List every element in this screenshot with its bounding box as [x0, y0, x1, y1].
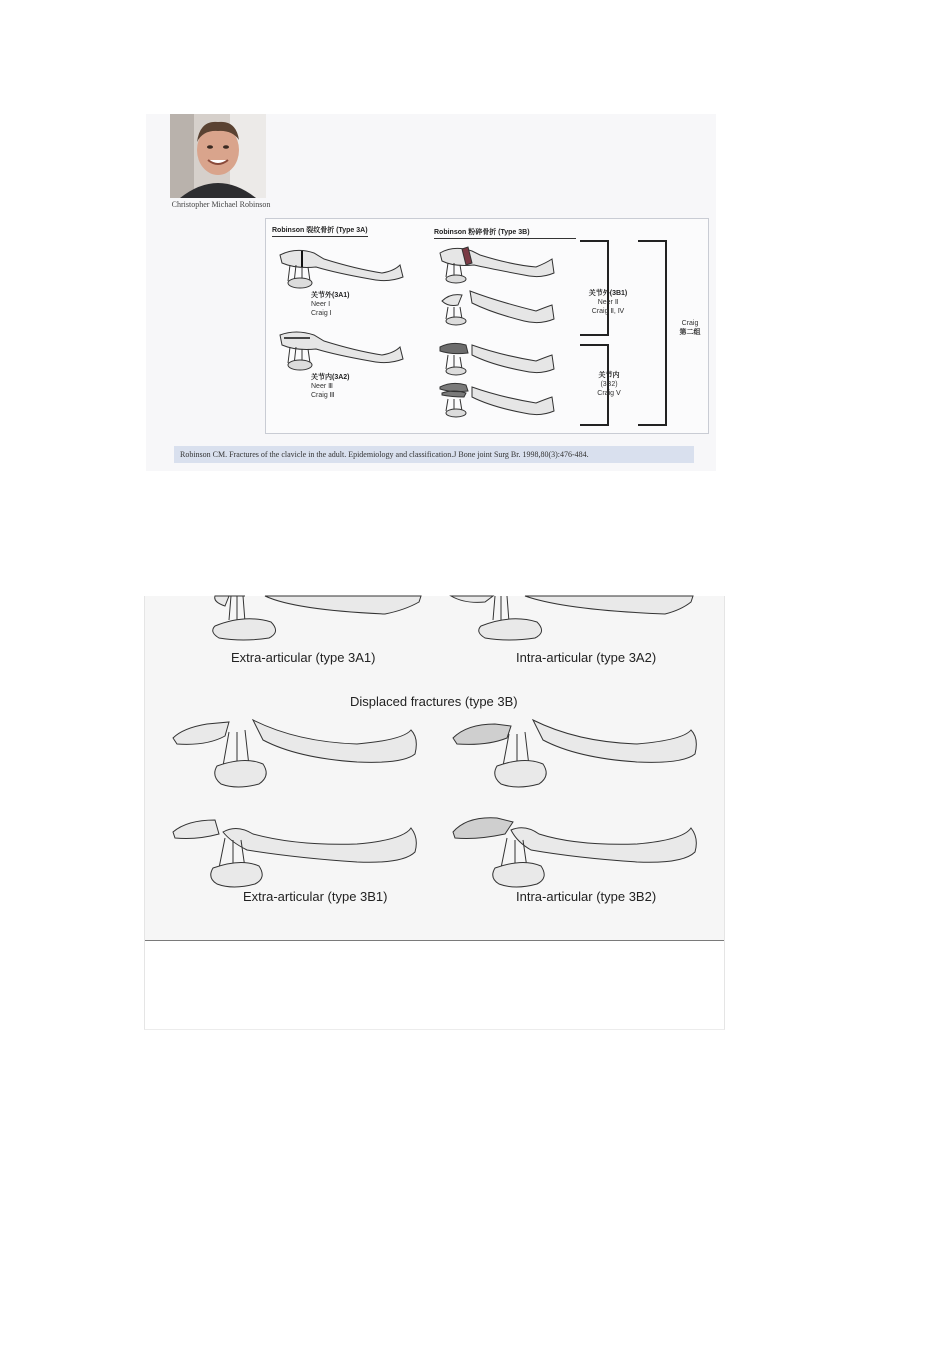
group-3a1-neer: Neer Ⅰ: [311, 301, 331, 308]
bone-3b2-upper-illustration: [447, 714, 707, 794]
craig-label: Craig: [681, 320, 699, 327]
group-3b2-code: (3B2): [600, 381, 618, 388]
craig-group-label: [672, 319, 708, 337]
robinson-classification-figure: [146, 114, 716, 471]
section-title-3b: Displaced fractures (type 3B): [350, 694, 518, 709]
classification-diagram: [265, 218, 709, 434]
header-type-3a: Robinson 裂纹骨折 (Type 3A): [272, 225, 368, 237]
bone-3b2-lower-illustration: [447, 812, 707, 892]
bone-3a2-illustration: [445, 596, 705, 644]
caption-3a2: Intra-articular (type 3A2): [516, 650, 657, 665]
header-type-3b: Robinson 粉碎骨折 (Type 3B): [434, 227, 576, 239]
clavicle-3a1-sketch: [276, 243, 406, 293]
group-3a2-labels: [311, 373, 350, 400]
portrait-photo: [170, 114, 266, 198]
group-3b2-craig: Craig Ⅴ: [597, 390, 621, 397]
bone-3b1-upper-illustration: [167, 714, 427, 794]
caption-3a1: Extra-articular (type 3A1): [231, 650, 376, 665]
group-3a1-craig: Craig Ⅰ: [311, 310, 332, 317]
bone-3b1-lower-illustration: [167, 812, 427, 892]
group-two-label: 第二组: [679, 329, 701, 336]
group-3a1-labels: [311, 291, 350, 318]
group-3a1-title: 关节外(3A1): [311, 292, 350, 299]
bone-3a1-illustration: [185, 596, 425, 644]
caption-3b1: Extra-articular (type 3B1): [243, 889, 388, 904]
group-3a2-neer: Neer Ⅲ: [311, 383, 333, 390]
group-3b1-title: 关节外(3B1): [588, 290, 628, 297]
citation-bar: Robinson CM. Fractures of the clavicle in the adult. Epidemiology and classification.J Bone joint Surg Br. 1998,80(3):476-484.: [174, 446, 694, 463]
group-3a2-title: 关节内(3A2): [311, 374, 350, 381]
group-3b2-title: 关节内: [598, 372, 620, 379]
group-3b1-labels: [588, 289, 628, 316]
portrait-caption: Christopher Michael Robinson: [171, 200, 271, 209]
group-3a2-craig: Craig Ⅲ: [311, 392, 335, 399]
illustration-panel: [145, 596, 724, 941]
portrait-image: [170, 114, 266, 198]
group-3b1-neer: Neer Ⅱ: [597, 299, 619, 306]
clavicle-3b-sketches: [436, 243, 556, 423]
group-3b1-craig: Craig Ⅱ, Ⅳ: [591, 308, 625, 315]
displaced-fractures-figure: [144, 596, 725, 1030]
caption-3b2: Intra-articular (type 3B2): [516, 889, 657, 904]
group-3b2-labels: [592, 371, 626, 398]
clavicle-3a2-sketch: [276, 325, 406, 375]
